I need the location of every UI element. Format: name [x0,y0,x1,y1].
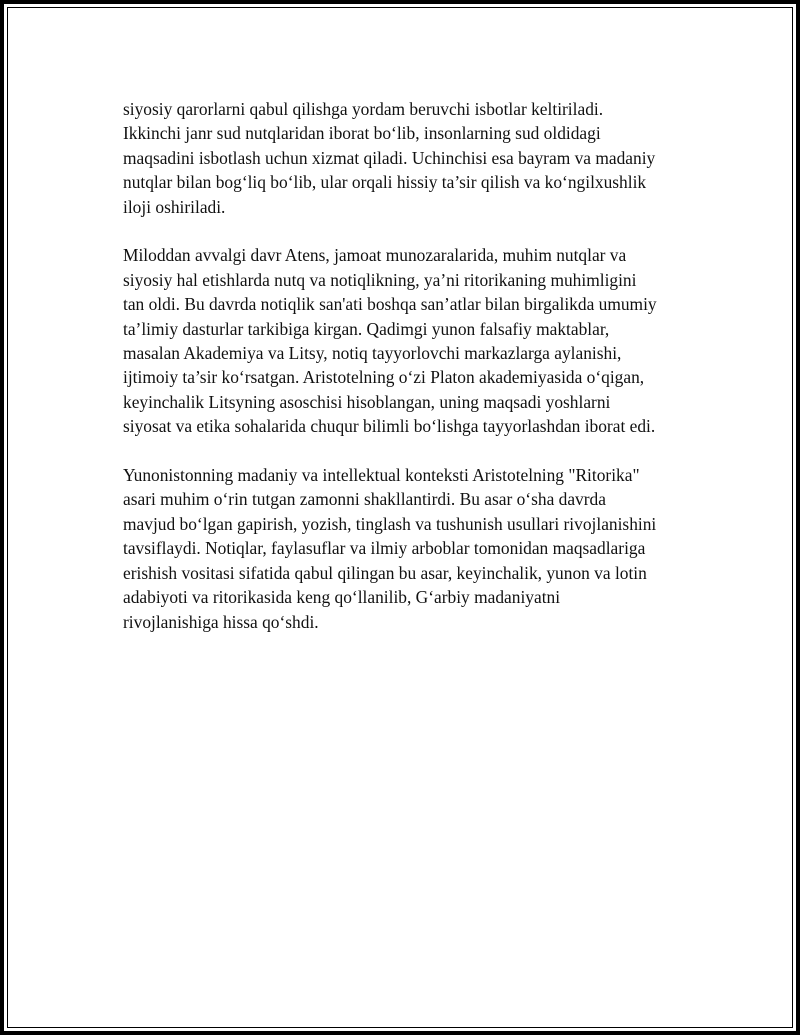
text-line: tan oldi. Bu davrda notiqlik san'ati boshqa san’atlar bilan birgalikda umumiy [123,294,657,315]
text-line: iloji oshiriladi. [123,196,226,217]
text-line: mavjud bo‘lgan gapirish, yozish, tinglash va tushunish usullari rivojlanishini [123,513,657,534]
paragraph-1 [123,97,688,219]
paragraph-3 [123,463,688,634]
text-line: siyosiy hal etishlarda nutq va notiqlikning, ya’ni ritorikaning muhimligini [123,269,637,290]
text-line: rivojlanishiga hissa qo‘shdi. [123,611,319,632]
text-line: ta’limiy dasturlar tarkibiga kirgan. Qadimgi yunon falsafiy maktablar, [123,318,610,339]
text-line: siyosat va etika sohalarida chuqur bilimli bo‘lishga tayyorlashdan iborat edi. [123,416,656,437]
text-line: Ikkinchi janr sud nutqlaridan iborat bo‘lib, insonlarning sud oldidagi [123,123,601,144]
text-line: nutqlar bilan bog‘liq bo‘lib, ular orqali hissiy ta’sir qilish va ko‘ngilxushlik [123,172,647,193]
document-body [123,97,688,658]
text-line: adabiyoti va ritorikasida keng qo‘llanilib, G‘arbiy madaniyatni [123,587,561,608]
text-line: ijtimoiy ta’sir ko‘rsatgan. Aristotelning o‘zi Platon akademiyasida o‘qigan, [123,367,645,388]
text-line: masalan Akademiya va Litsy, notiq tayyorlovchi markazlarga aylanishi, [123,343,622,364]
text-line: maqsadini isbotlash uchun xizmat qiladi. Uchinchisi esa bayram va madaniy [123,147,656,168]
text-line: siyosiy qarorlarni qabul qilishga yordam beruvchi isbotlar keltiriladi. [123,99,604,119]
text-line: keyinchalik Litsyning asoschisi hisoblangan, uning maqsadi yoshlarni [123,391,611,412]
text-line: asari muhim o‘rin tutgan zamonni shakllantirdi. Bu asar o‘sha davrda [123,489,606,510]
paragraph-2 [123,243,688,438]
text-line: tavsiflaydi. Notiqlar, faylasuflar va ilmiy arboblar tomonidan maqsadlariga [123,538,646,559]
text-line: erishish vositasi sifatida qabul qilingan bu asar, keyinchalik, yunon va lotin [123,562,647,583]
text-line: Yunonistonning madaniy va intellektual konteksti Aristotelning "Ritorika" [123,465,640,486]
text-line: Miloddan avvalgi davr Atens, jamoat munozaralarida, muhim nutqlar va [123,245,627,266]
